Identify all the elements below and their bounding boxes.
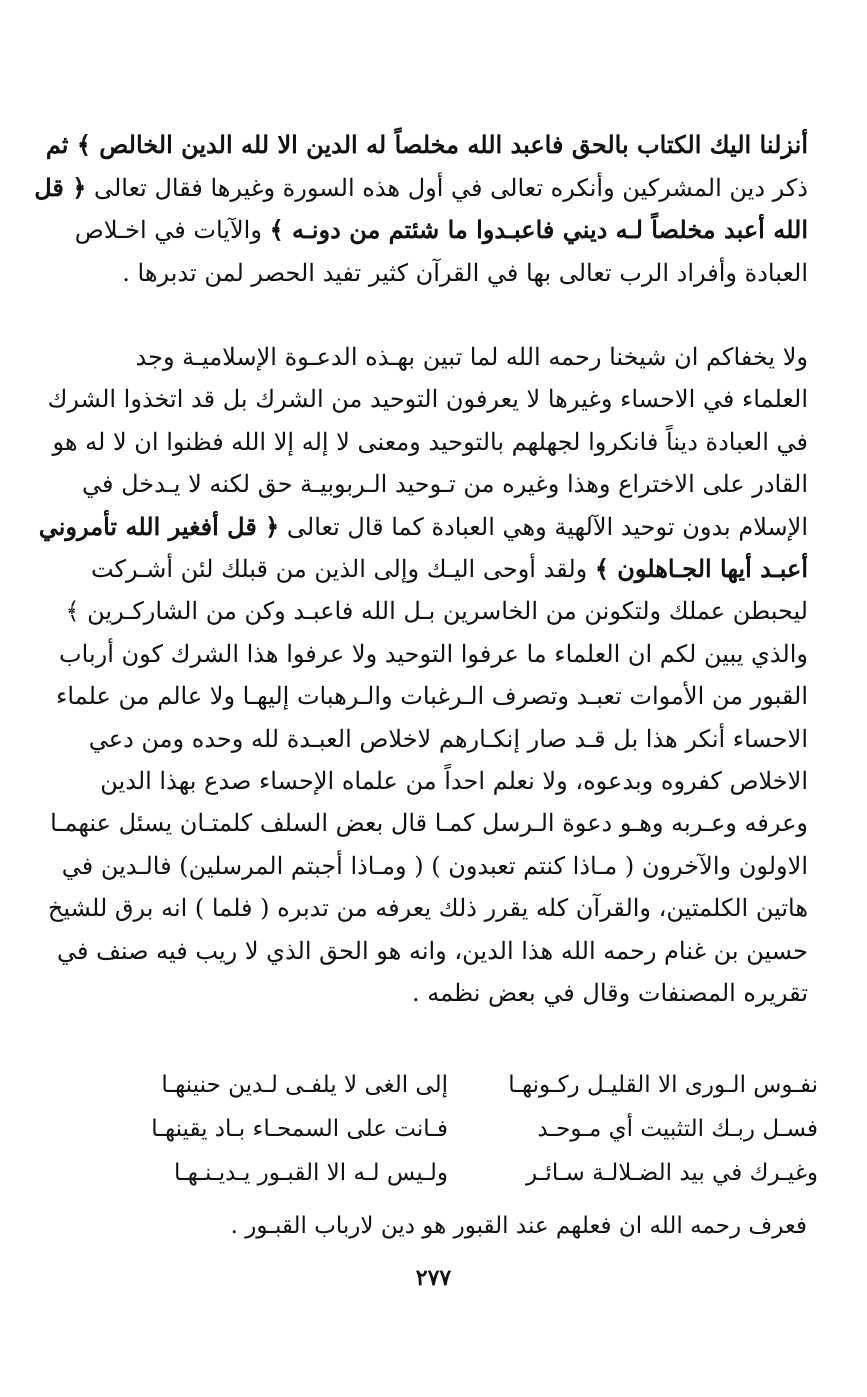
paragraph-line xyxy=(74,209,808,252)
paragraph-line xyxy=(34,167,808,210)
poem-verse xyxy=(118,1151,818,1195)
quote-segment: ﴿ قل أفغير الله تأمروني xyxy=(38,511,280,541)
paragraph-line xyxy=(38,506,808,548)
line-segment: والآيات في اخـلاص xyxy=(74,216,270,244)
line-segment: ولقد أوحى اليـك وإلى الذين من قبلك لئن أشـركت xyxy=(90,555,595,584)
verse-second-hemistich: فـانت على السمحـاء بـاد يقينهـا xyxy=(151,1116,448,1142)
quote-segment: ﴿ قل xyxy=(34,172,87,202)
verse-second-hemistich: إلى الغى لا يلفـى لـدين حنينهـا xyxy=(161,1072,448,1098)
paragraph-line: الاحساء أنكر هذا بل قـد صار إنكـارهم لاخلاص العبـدة لله وحده ومن دعي xyxy=(88,724,808,753)
line-segment: الإسلام بدون توحيد الآلهية وهي العبادة كما قال تعالى xyxy=(279,512,808,541)
paragraph-quran-verses xyxy=(34,124,808,294)
paragraph-line: القبور من الأموات تعبـد وتصرف الـرغبات والـرهبات إليهـا ولا عالم من علماء xyxy=(56,682,808,711)
paragraph-line: الاولون والآخرون ( مـاذا كنتم تعبدون ) ( ومـاذا أجبتم المرسلين) فالـدين في xyxy=(61,851,808,880)
page-number: ٢٧٧ xyxy=(415,1265,452,1291)
paragraph-line: أنزلنا اليك الكتاب بالحق فاعبد الله مخلصاً له الدين الا لله الدين الخالص ﴾ ثم xyxy=(45,130,808,159)
verse-second-hemistich: ولـيس لـه الا القبـور يـديـنـهـا xyxy=(173,1160,448,1186)
poem-verse xyxy=(118,1107,818,1151)
verse-first-hemistich: وغيـرك في بيد الضـلالـة سـائـر xyxy=(525,1160,818,1186)
verse-first-hemistich: فسـل ربـك التثبيت أي مـوحـد xyxy=(537,1116,818,1142)
paragraph-line: العلماء في الاحساء وغيرها لا يعرفون التوحيد من الشرك بل قد اتخذوا الشرك xyxy=(47,385,808,414)
verse-first-hemistich: نفـوس الـورى الا القليـل ركـونهـا xyxy=(508,1072,818,1098)
quote-segment: الله أعبد مخلصاً لـه ديني فاعبـدوا ما شئتم من دونـه ﴾ xyxy=(269,215,808,244)
paragraph-line xyxy=(90,548,808,590)
line-segment: ذكر دين المشركين وأنكره تعالى في أول هذه السورة وغيرها فقال تعالى xyxy=(86,173,808,202)
poem-verse xyxy=(118,1063,818,1107)
paragraph-line: في العبادة ديناً فانكروا لجهلهم بالتوحيد ومعنى لا إله إلا الله فظنوا ان لا له هو xyxy=(52,427,808,456)
closing-line: فعرف رحمه الله ان فعلهم عند القبور هو دين لارباب القبـور . xyxy=(230,1213,807,1239)
quote-segment: أعبـد أيها الجـاهلون ﴾ xyxy=(594,554,808,584)
paragraph-line: حسين بن غنام رحمه الله هذا الدين، وانه هو الحق الذي لا ريب فيه صنف في xyxy=(56,936,808,965)
poem xyxy=(118,1063,818,1195)
paragraph-line: الاخلاص كفروه وبدعوه، ولا نعلم احداً من علماه الإحساء صدع بهذا الدين xyxy=(100,767,808,796)
paragraph-line: والذي يبين لكم ان العلماء ما عرفوا التوحيد ولا عرفوا هذا الشرك كون أرباب xyxy=(59,639,808,668)
paragraph-line: القادر على الاختراع وهذا وغيره من تـوحيد الـربوبيـة حق لكنه لا يـدخل في xyxy=(82,470,808,499)
paragraph-line: العبادة وأفراد الرب تعالى بها في القرآن كثير تفيد الحصر لمن تدبرها . xyxy=(122,258,808,287)
paragraph-line: وعرفه وعـربه وهـو دعوة الـرسل كمـا قال بعض السلف كلمتـان يسئل عنهمـا xyxy=(50,809,808,838)
paragraph-line: ليحبطن عملك ولتكونن من الخاسرين بـل الله فاعبـد وكن من الشاركـرين ﴾ xyxy=(65,597,808,626)
paragraph-main xyxy=(38,336,808,1015)
paragraph-line: تقريره المصنفات وقال في بعض نظمه . xyxy=(412,979,808,1008)
paragraph-line: ولا يخفاكم ان شيخنا رحمه الله لما تبين بهـذه الدعـوة الإسلاميـة وجد xyxy=(135,343,808,371)
paragraph-line: هاتين الكلمتين، والقرآن كله يقرر ذلك يعرفه من تدبره ( فلما ) انه برق للشيخ xyxy=(47,894,808,923)
